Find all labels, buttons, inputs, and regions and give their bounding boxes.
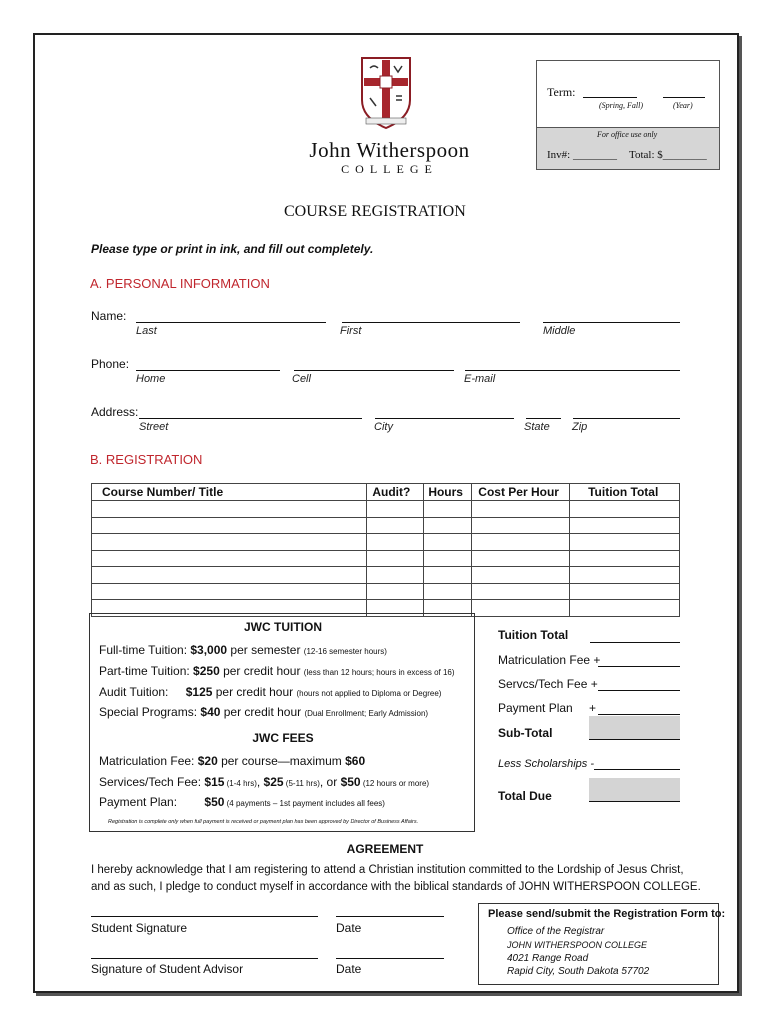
email-field[interactable] xyxy=(465,370,680,371)
services-c-note: (12 hours or more) xyxy=(360,779,430,788)
college-crest-icon xyxy=(360,56,412,132)
total-label: Total: $________ xyxy=(629,149,707,161)
special-rest: per credit hour xyxy=(220,705,305,719)
term-label: Term: xyxy=(547,85,576,99)
zip-field[interactable] xyxy=(573,418,680,419)
student-date-field[interactable] xyxy=(336,916,444,917)
fulltime-note: (12-16 semester hours) xyxy=(303,647,387,656)
tuition-fees-box xyxy=(89,613,475,832)
first-hint: First xyxy=(340,325,362,337)
audit-note: (hours not applied to Diploma or Degree) xyxy=(296,689,442,698)
phone-label: Phone: xyxy=(91,357,130,371)
agreement-heading: AGREEMENT xyxy=(346,842,424,856)
cell-total[interactable] xyxy=(570,550,680,567)
parttime-rest: per credit hour xyxy=(219,664,304,678)
fulltime-line xyxy=(99,643,387,657)
cell-audit[interactable] xyxy=(367,517,424,534)
services-a: $15 xyxy=(204,775,225,789)
services-b-note: (5-11 hrs) xyxy=(283,779,320,788)
payment-label: Payment Plan: xyxy=(99,795,178,809)
audit-line xyxy=(99,685,441,699)
city-field[interactable] xyxy=(375,418,514,419)
services-line: Services/Tech Fee: $15 (1-4 hrs), $25 (5-11 hrs), or $50 (12 hours or more) xyxy=(99,775,430,789)
services-a-note: (1-4 hrs) xyxy=(224,779,257,788)
payment-plan-plus: + xyxy=(589,701,597,715)
state-hint: State xyxy=(524,421,550,433)
col-audit: Audit? xyxy=(367,484,424,501)
cell-total[interactable] xyxy=(570,583,680,600)
cell-cost[interactable] xyxy=(472,534,570,551)
subtotal-label: Sub-Total xyxy=(498,726,553,740)
street-field[interactable] xyxy=(139,418,362,419)
student-date-label: Date xyxy=(336,921,362,935)
term-season-line[interactable] xyxy=(583,97,637,98)
home-phone-field[interactable] xyxy=(136,370,280,371)
payment-plan-field[interactable] xyxy=(598,714,680,715)
college-name: John Witherspoon xyxy=(309,138,470,162)
table-row xyxy=(92,583,680,600)
office-use-label: For office use only xyxy=(597,130,658,139)
col-cost: Cost Per Hour xyxy=(472,484,570,501)
table-row xyxy=(92,567,680,584)
payment-note: (4 payments – 1st payment includes all fees) xyxy=(224,799,385,808)
cell-audit[interactable] xyxy=(367,534,424,551)
cell-audit[interactable] xyxy=(367,501,424,518)
email-hint: E-mail xyxy=(464,373,496,385)
cell-hours[interactable] xyxy=(424,583,472,600)
submit-line-3: 4021 Range Road xyxy=(507,953,589,964)
submit-line-2: JOHN WITHERSPOON COLLEGE xyxy=(507,940,648,950)
advisor-signature-field[interactable] xyxy=(91,958,318,959)
advisor-date-label: Date xyxy=(336,962,362,976)
cell-hours[interactable] xyxy=(424,567,472,584)
advisor-date-field[interactable] xyxy=(336,958,444,959)
services-or: , or xyxy=(319,775,341,789)
student-signature-field[interactable] xyxy=(91,916,318,917)
address-label: Address: xyxy=(91,405,139,419)
cell-total[interactable] xyxy=(570,501,680,518)
services-c: $50 xyxy=(340,775,361,789)
cell-hint: Cell xyxy=(292,373,311,385)
table-row xyxy=(92,534,680,551)
col-tuition-total: Tuition Total xyxy=(570,484,680,501)
cell-cost[interactable] xyxy=(472,567,570,584)
term-year-line[interactable] xyxy=(663,97,705,98)
cell-total[interactable] xyxy=(570,567,680,584)
matric-max: $60 xyxy=(345,754,366,768)
col-course: Course Number/ Title xyxy=(92,484,367,501)
scholarships-field[interactable] xyxy=(594,769,680,770)
audit-rest: per credit hour xyxy=(212,685,297,699)
parttime-note: (less than 12 hours; hours in excess of 16) xyxy=(303,668,455,677)
instructions: Please type or print in ink, and fill out completely. xyxy=(91,242,374,256)
cell-cost[interactable] xyxy=(472,501,570,518)
payment-amount: $50 xyxy=(204,795,225,809)
registration-heading: B. REGISTRATION xyxy=(90,452,203,467)
servcs-fee-label: Servcs/Tech Fee + xyxy=(498,677,598,691)
college-subname: COLLEGE xyxy=(341,162,438,176)
cell-hours[interactable] xyxy=(424,501,472,518)
cell-total[interactable] xyxy=(570,534,680,551)
agreement-line-1: I hereby acknowledge that I am registering to attend a Christian institution committed to the Lordship of Jesus Christ, xyxy=(91,864,684,876)
cell-course[interactable] xyxy=(92,534,367,551)
cell-audit[interactable] xyxy=(367,550,424,567)
form-title: COURSE REGISTRATION xyxy=(284,203,466,220)
tuition-heading: JWC TUITION xyxy=(244,620,322,634)
middle-hint: Middle xyxy=(543,325,576,337)
table-header-row xyxy=(92,484,680,501)
office-use-box xyxy=(536,60,720,170)
first-name-field[interactable] xyxy=(342,322,520,323)
cell-hours[interactable] xyxy=(424,534,472,551)
zip-hint: Zip xyxy=(572,421,588,433)
parttime-amount: $250 xyxy=(193,664,220,678)
last-hint: Last xyxy=(136,325,157,337)
audit-label: Audit Tuition: xyxy=(99,685,169,699)
parttime-label: Part-time Tuition: xyxy=(99,664,190,678)
special-line xyxy=(99,705,428,719)
cell-total[interactable] xyxy=(570,600,680,617)
cell-audit[interactable] xyxy=(367,567,424,584)
name-label: Name: xyxy=(91,309,127,323)
street-hint: Street xyxy=(139,421,169,433)
tuition-total-field[interactable] xyxy=(590,642,680,643)
cell-hours[interactable] xyxy=(424,517,472,534)
table-row xyxy=(92,501,680,518)
cell-course[interactable] xyxy=(92,501,367,518)
personal-heading: A. PERSONAL INFORMATION xyxy=(90,276,270,291)
special-note: (Dual Enrollment; Early Admission) xyxy=(304,709,429,718)
fulltime-rest: per semester xyxy=(227,643,304,657)
payment-line xyxy=(99,795,385,809)
submit-line-4: Rapid City, South Dakota 57702 xyxy=(507,966,650,977)
payment-plan-label: Payment Plan xyxy=(498,701,573,715)
special-label: Special Programs: xyxy=(99,705,198,719)
services-label: Services/Tech Fee: xyxy=(99,775,202,789)
cell-audit[interactable] xyxy=(367,583,424,600)
audit-amount: $125 xyxy=(185,685,213,699)
matric-rest: per course—maximum xyxy=(217,754,346,768)
advisor-signature-label: Signature of Student Advisor xyxy=(91,962,244,976)
subtotal-field[interactable] xyxy=(589,716,680,740)
tuition-footnote: Registration is complete only when full payment is received or payment plan has been approved by Director of Business Affairs. xyxy=(108,819,419,825)
cell-cost[interactable] xyxy=(472,583,570,600)
fulltime-label: Full-time Tuition: xyxy=(99,643,188,657)
special-amount: $40 xyxy=(200,705,221,719)
cell-phone-field[interactable] xyxy=(294,370,454,371)
middle-name-field[interactable] xyxy=(543,322,680,323)
cell-course[interactable] xyxy=(92,583,367,600)
fees-heading: JWC FEES xyxy=(252,731,314,745)
fulltime-amount: $3,000 xyxy=(190,643,228,657)
less-scholarships-label: Less Scholarships - xyxy=(498,758,594,770)
col-hours: Hours xyxy=(424,484,472,501)
cell-course[interactable] xyxy=(92,550,367,567)
total-due-label: Total Due xyxy=(498,789,552,803)
submit-address-box xyxy=(478,903,726,985)
total-due-field[interactable] xyxy=(589,778,680,802)
cell-cost[interactable] xyxy=(472,550,570,567)
inv-label: Inv#: ________ xyxy=(547,149,617,161)
matric-amount: $20 xyxy=(197,754,218,768)
cell-total[interactable] xyxy=(570,517,680,534)
student-signature-label: Student Signature xyxy=(91,921,188,935)
term-season-hint: (Spring, Fall) xyxy=(599,101,643,110)
last-name-field[interactable] xyxy=(136,322,326,323)
cell-course[interactable] xyxy=(92,517,367,534)
home-hint: Home xyxy=(136,373,166,385)
servcs-fee-field[interactable] xyxy=(598,690,680,691)
matric-fee-label: Matriculation Fee + xyxy=(498,653,601,667)
parttime-line xyxy=(99,664,455,678)
cell-course[interactable] xyxy=(92,567,367,584)
cell-cost[interactable] xyxy=(472,600,570,617)
term-year-hint: (Year) xyxy=(673,101,693,110)
services-b: $25 xyxy=(263,775,284,789)
tuition-total-label: Tuition Total xyxy=(498,628,569,642)
city-hint: City xyxy=(374,421,393,433)
table-row xyxy=(92,550,680,567)
table-row xyxy=(92,517,680,534)
cell-cost[interactable] xyxy=(472,517,570,534)
submit-line-1: Office of the Registrar xyxy=(507,926,605,937)
matric-line xyxy=(99,754,365,768)
matric-label: Matriculation Fee: xyxy=(99,754,195,768)
state-field[interactable] xyxy=(526,418,561,419)
agreement-line-2: and as such, I pledge to conduct myself in accordance with the biblical standards of JOHN WITHERSPOON COLLEGE. xyxy=(91,881,701,893)
course-table xyxy=(91,483,680,617)
submit-heading: Please send/submit the Registration Form to: xyxy=(488,908,726,920)
matric-fee-field[interactable] xyxy=(598,666,680,667)
cell-hours[interactable] xyxy=(424,550,472,567)
